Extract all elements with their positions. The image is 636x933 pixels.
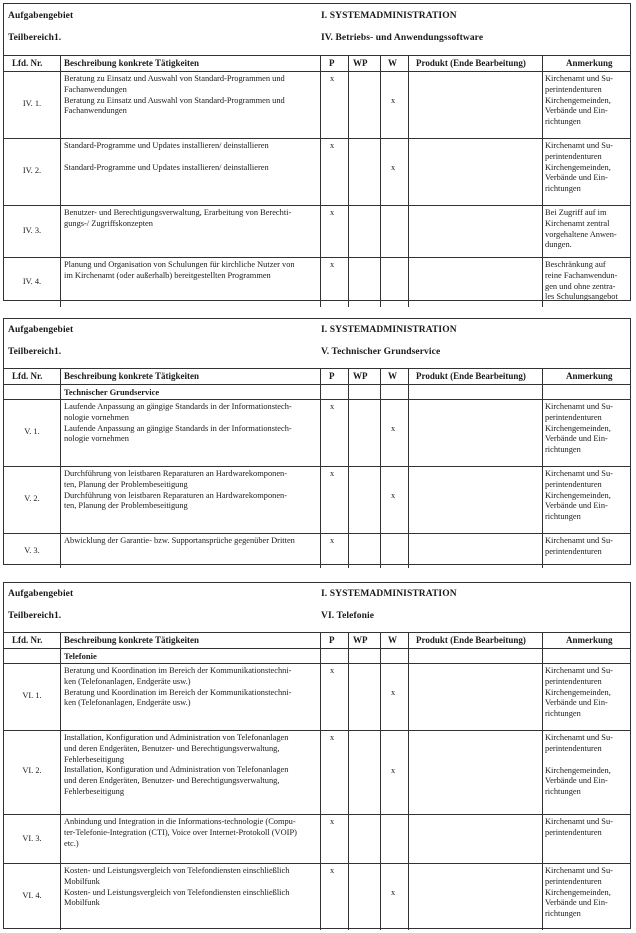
mark-p: x — [330, 469, 335, 478]
teilbereich-label: Teilbereich1. — [8, 33, 62, 43]
table-body — [4, 385, 630, 568]
col-w: W — [388, 635, 397, 645]
col-desc: Beschreibung konkrete Tätigkeiten — [64, 371, 200, 381]
row-remark: Kirchenamt und Su- perintendenturen Kirchengemeinden, Verbände und Ein- richtungen — [545, 666, 613, 719]
mark-p: x — [330, 402, 335, 411]
col-p: P — [329, 635, 335, 645]
table-row — [4, 815, 630, 864]
column-header — [4, 369, 630, 385]
row-remark: Kirchenamt und Su- perintendenturen Kirchengemeinden, Verbände und Ein- richtungen — [545, 469, 613, 522]
row-number: IV. 1. — [22, 99, 42, 108]
col-wp: WP — [353, 635, 368, 645]
col-nr: Lfd. Nr. — [12, 635, 43, 645]
column-header — [4, 633, 630, 649]
column-header — [4, 56, 630, 72]
row-description: Laufende Anpassung an gängige Standards in der Informationstech- nologie vornehmen Laufende Anpassung an gängige Standards in der Informationstech- nologie vornehmen — [64, 402, 292, 444]
subheading: Telefonie — [4, 649, 630, 664]
row-number: IV. 2. — [22, 166, 42, 175]
table-row — [4, 258, 630, 307]
mark-w: x — [391, 766, 396, 775]
col-anmerkung: Anmerkung — [566, 371, 613, 381]
row-number: V. 3. — [24, 546, 40, 555]
teilbereich-label: Teilbereich1. — [8, 347, 62, 357]
row-number: V. 2. — [24, 494, 40, 503]
mark-w: x — [391, 163, 396, 172]
row-description: Kosten- und Leistungsvergleich von Telefondiensten einschließlich Mobilfunk Kosten- und Leistungsvergleich von Telefondiensten einschließlich Mobilfunk — [64, 866, 290, 908]
row-description: Beratung zu Einsatz und Auswahl von Standard-Programmen und Fachanwendungen Beratung zu Einsatz und Auswahl von Standard-Programmen und Fachanwendungen — [64, 74, 285, 116]
col-desc: Beschreibung konkrete Tätigkeiten — [64, 58, 200, 68]
teilbereich-value: V. Technischer Grundservice — [321, 347, 441, 357]
row-description: Anbindung und Integration in die Informations-technologie (Compu- ter-Telefonie-Integration (CTI), Voice over Internet-Protokoll (VOIP) etc.) — [64, 817, 297, 848]
row-number: VI. 1. — [22, 691, 42, 700]
mark-w: x — [391, 688, 396, 697]
aufgabengebiet-value: I. SYSTEMADMINISTRATION — [321, 589, 457, 599]
col-desc: Beschreibung konkrete Tätigkeiten — [64, 635, 200, 645]
col-produkt: Produkt (Ende Bearbeitung) — [416, 58, 526, 68]
col-wp: WP — [353, 58, 368, 68]
teilbereich-value: VI. Telefonie — [321, 611, 375, 621]
mark-p: x — [330, 666, 335, 675]
aufgabengebiet-label: Aufgabengebiet — [8, 589, 74, 599]
section-header — [4, 583, 630, 633]
col-nr: Lfd. Nr. — [12, 371, 43, 381]
section-vi — [3, 582, 631, 929]
row-description: Installation, Konfiguration und Administration von Telefonanlagen und deren Endgeräten, Benutzer- und Berechtigungsverwaltung, Fehlerbeseitigung Installation, Konfiguration und Administration von Telefonanlagen und deren Endgeräten, Benutzer- und Berechtigungsverwaltung, Fehlerbeseitigung — [64, 733, 289, 796]
row-number: IV. 4. — [22, 277, 42, 286]
aufgabengebiet-label: Aufgabengebiet — [8, 11, 74, 21]
row-remark: Kirchenamt und Su- perintendenturen Kirchengemeinden, Verbände und Ein- richtungen — [545, 402, 613, 455]
subheading: Technischer Grundservice — [4, 385, 630, 400]
col-wp: WP — [353, 371, 368, 381]
table-row — [4, 400, 630, 467]
row-remark: Kirchenamt und Su- perintendenturen Kirchengemeinden, Verbände und Ein- richtungen — [545, 74, 613, 127]
mark-p: x — [330, 260, 335, 269]
row-number: VI. 3. — [22, 834, 42, 843]
col-produkt: Produkt (Ende Bearbeitung) — [416, 635, 526, 645]
mark-p: x — [330, 733, 335, 742]
row-remark: Kirchenamt und Su- perintendenturen — [545, 817, 613, 837]
col-w: W — [388, 371, 397, 381]
table-body — [4, 72, 630, 307]
col-anmerkung: Anmerkung — [566, 58, 613, 68]
table-row — [4, 664, 630, 731]
col-p: P — [329, 371, 335, 381]
row-remark: Kirchenamt und Su- perintendenturen — [545, 536, 613, 556]
row-remark: Beschränkung auf reine Fachanwendun- gen und ohne zentra- les Schulungsangebot — [545, 260, 618, 302]
mark-w: x — [391, 888, 396, 897]
teilbereich-value: IV. Betriebs- und Anwendungssoftware — [321, 33, 484, 43]
col-p: P — [329, 58, 335, 68]
row-remark: Kirchenamt und Su- perintendenturen Kirchengemeinden, Verbände und Ein- richtungen — [545, 141, 613, 194]
mark-p: x — [330, 74, 335, 83]
row-remark: Kirchenamt und Su- perintendenturen Kirchengemeinden, Verbände und Ein- richtungen — [545, 866, 613, 919]
row-number: VI. 4. — [22, 891, 42, 900]
row-description: Benutzer- und Berechtigungsverwaltung, Erarbeitung von Berechti- gungs-/ Zugriffskonzepten — [64, 208, 292, 228]
table-body — [4, 649, 630, 930]
table-row — [4, 72, 630, 139]
row-number: VI. 2. — [22, 766, 42, 775]
mark-p: x — [330, 208, 335, 217]
table-row — [4, 467, 630, 534]
row-description: Beratung und Koordination im Bereich der Kommunikationstechni- ken (Telefonanlagen, Endgeräte usw.) Beratung und Koordination im Bereich der Kommunikationstechni- ken (Telefonanlagen, Endgeräte usw.) — [64, 666, 292, 708]
row-description: Durchführung von leistbaren Reparaturen an Hardwarekomponen- ten, Planung der Problembeseitigung Durchführung von leistbaren Reparaturen an Hardwarekomponen- ten, Planung der Problembeseitigung — [64, 469, 288, 511]
table-row — [4, 139, 630, 206]
row-remark: Bei Zugriff auf im Kirchenamt zentral vorgehaltene Anwen- dungen. — [545, 208, 617, 250]
mark-p: x — [330, 817, 335, 826]
col-nr: Lfd. Nr. — [12, 58, 43, 68]
mark-p: x — [330, 866, 335, 875]
table-row — [4, 731, 630, 815]
row-remark: Kirchenamt und Su- perintendenturen Kirchengemeinden, Verbände und Ein- richtungen — [545, 733, 613, 797]
teilbereich-label: Teilbereich1. — [8, 611, 62, 621]
row-description: Planung und Organisation von Schulungen für kirchliche Nutzer von im Kirchenamt (oder außerhalb) bereitgestellten Programmen — [64, 260, 295, 280]
section-iv — [3, 3, 631, 301]
mark-w: x — [391, 96, 396, 105]
table-row — [4, 534, 630, 568]
table-row — [4, 864, 630, 930]
row-number: V. 1. — [24, 427, 40, 436]
row-number: IV. 3. — [22, 226, 42, 235]
table-row — [4, 206, 630, 258]
col-anmerkung: Anmerkung — [566, 635, 613, 645]
aufgabengebiet-value: I. SYSTEMADMINISTRATION — [321, 325, 457, 335]
section-header — [4, 4, 630, 56]
mark-w: x — [391, 491, 396, 500]
aufgabengebiet-value: I. SYSTEMADMINISTRATION — [321, 11, 457, 21]
col-produkt: Produkt (Ende Bearbeitung) — [416, 371, 526, 381]
mark-p: x — [330, 141, 335, 150]
aufgabengebiet-label: Aufgabengebiet — [8, 325, 74, 335]
section-v — [3, 318, 631, 565]
section-header — [4, 319, 630, 369]
col-w: W — [388, 58, 397, 68]
mark-w: x — [391, 424, 396, 433]
mark-p: x — [330, 536, 335, 545]
row-description: Standard-Programme und Updates installieren/ deinstallieren Standard-Programme und Updates installieren/ deinstallieren — [64, 141, 269, 172]
row-description: Abwicklung der Garantie- bzw. Supportansprüche gegenüber Dritten — [64, 536, 295, 545]
